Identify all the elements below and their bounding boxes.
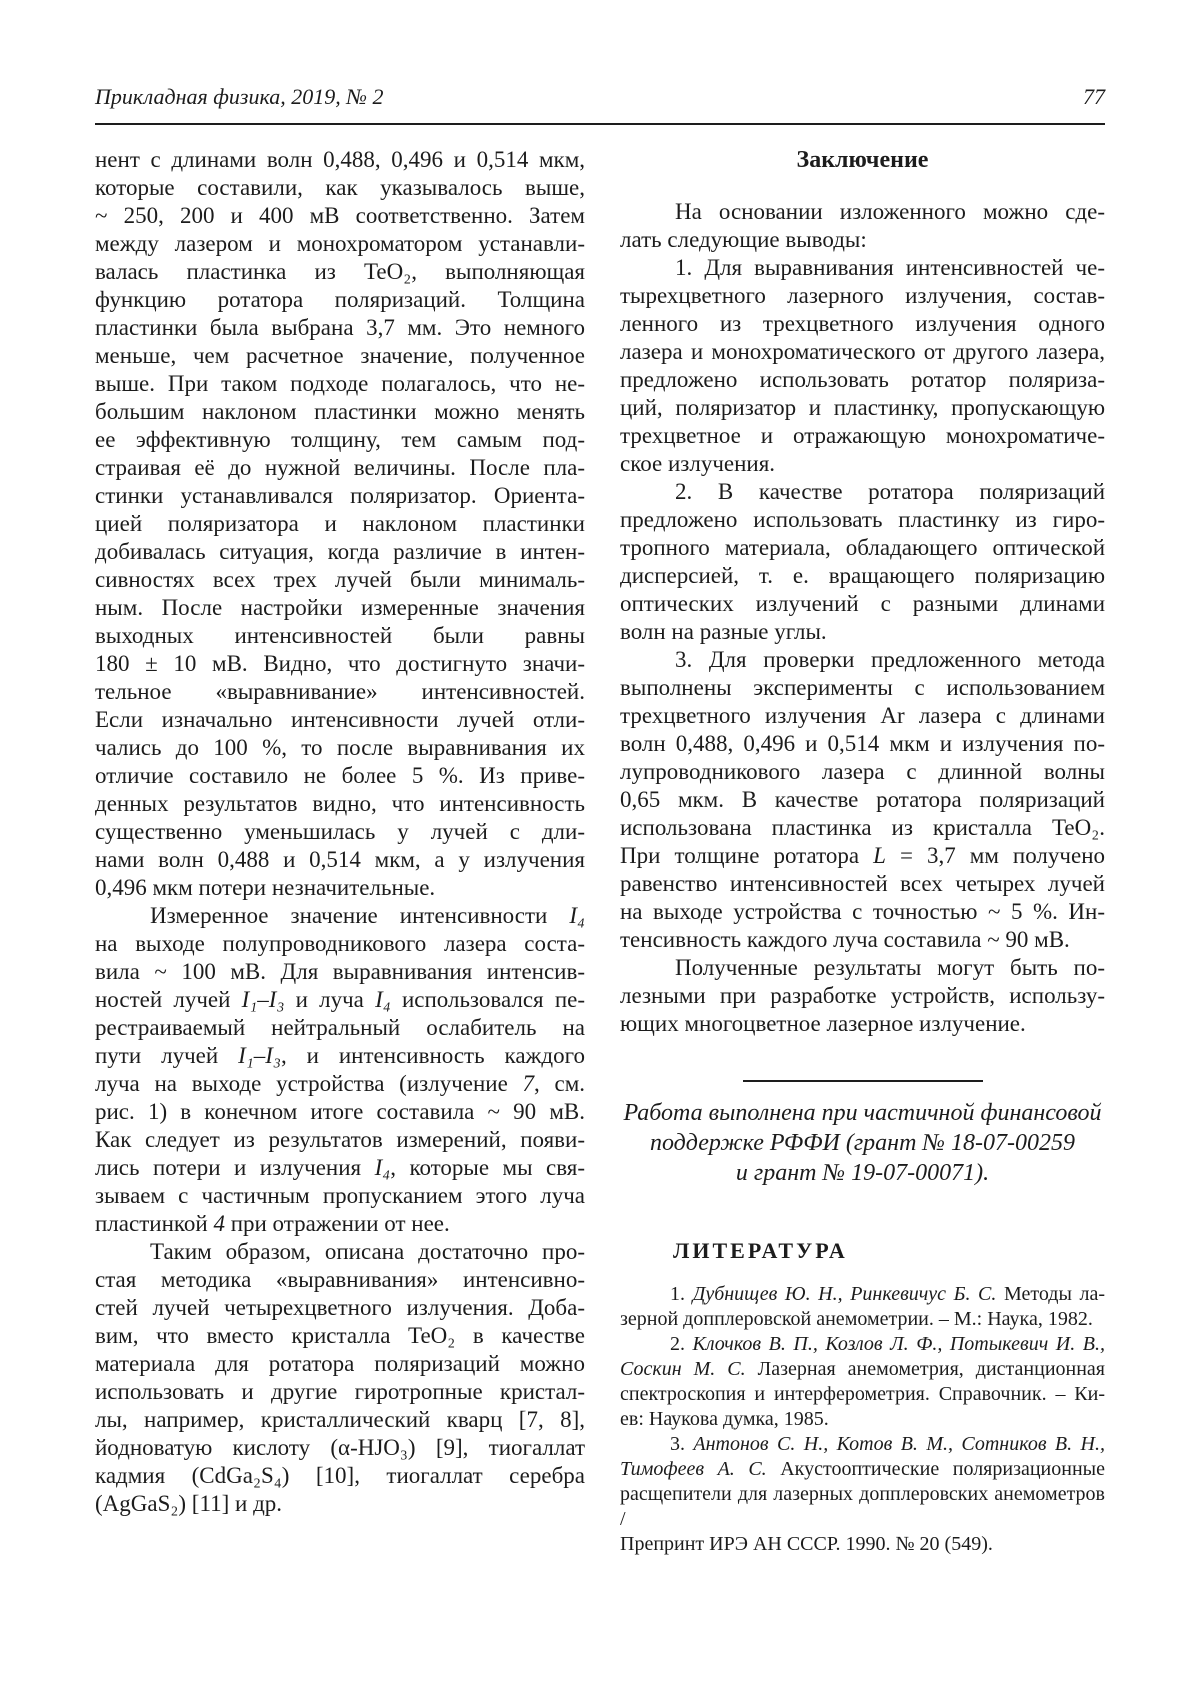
italic-text: Соскин М. С. [620, 1358, 746, 1380]
text-line: добивалась ситуация, когда различие в интен- [95, 539, 585, 564]
paragraph [620, 954, 1105, 1038]
text-line: спектроскопия и интерферометрия. Справочник. – Ки- [620, 1383, 1105, 1405]
text-line: пластинки была выбрана 3,7 мм. Это немного [95, 315, 585, 340]
plain-text: При толщине ротатора [620, 843, 874, 868]
text-line: вила ~ 100 мВ. Для выравнивания интенсив- [95, 959, 585, 984]
header-rule [95, 123, 1105, 125]
plain-text: 1. [670, 1283, 693, 1305]
italic-text: I₄ [569, 903, 585, 928]
literature-heading: ЛИТЕРАТУРА [673, 1238, 848, 1263]
text-line: ев: Наукова думка, 1985. [620, 1408, 829, 1430]
text-line: нами волн 0,488 и 0,514 мкм, а у излучения [95, 847, 585, 872]
paragraph [620, 254, 1105, 478]
text-line [620, 842, 1105, 870]
italic-text: I₁–I₃ [238, 1043, 281, 1068]
plain-text: Методы ла- [996, 1283, 1105, 1305]
text-line: На основании изложенного можно сде- [675, 199, 1105, 224]
text-line: на выходе устройства с точностью ~ 5 %. Ин- [620, 899, 1105, 924]
italic-text: 4 [213, 1211, 225, 1236]
text-line [620, 1332, 1105, 1357]
text-line: выполнены эксперименты с использованием [620, 675, 1105, 700]
paragraph [620, 478, 1105, 646]
funding-note [620, 1098, 1105, 1188]
plain-text: , см. [534, 1071, 585, 1096]
plain-text: , и интенсивность каждого [280, 1043, 585, 1068]
plain-text: 2. [670, 1333, 693, 1355]
text-line: зерной допплеровской анемометрии. – М.: Наука, 1982. [620, 1308, 1093, 1330]
plain-text: лись потери и излучения [95, 1155, 375, 1180]
text-line: 180 ± 10 мВ. Видно, что достигнуто значи- [95, 651, 585, 676]
text-line: нент с длинами волн 0,488, 0,496 и 0,514 мкм, [95, 147, 585, 172]
text-line: Препринт ИРЭ АН СССР. 1990. № 20 (549). [620, 1533, 993, 1555]
text-line: материала для ротатора поляризаций можно [95, 1351, 585, 1376]
text-line: лать следующие выводы: [620, 227, 867, 252]
text-line: оптических излучений с разными длинами [620, 591, 1105, 616]
text-line [95, 1042, 585, 1070]
text-line: валась пластинка из TeO₂, выполняющая [95, 259, 585, 284]
text-line: трехцветное и отражающую монохроматиче- [620, 423, 1105, 448]
text-line [620, 1282, 1105, 1307]
text-line: 1. Для выравнивания интенсивностей че- [675, 255, 1105, 280]
text-line [95, 986, 585, 1014]
plain-text: , которые мы свя- [390, 1155, 585, 1180]
text-line: чались до 100 %, то после выравнивания их [95, 735, 585, 760]
italic-text: I₄ [374, 1155, 391, 1180]
text-line: рестраиваемый нейтральный ослабитель на [95, 1015, 585, 1040]
text-line: равенство интенсивностей всех четырех лучей [620, 871, 1105, 896]
plain-text: пути лучей [95, 1043, 239, 1068]
text-line: Как следует из результатов измерений, появи- [95, 1127, 585, 1152]
text-line: волн 0,488, 0,496 и 0,514 мкм и излучения по- [620, 731, 1105, 756]
text-line: тенсивность каждого луча составила ~ 90 мВ. [620, 927, 1070, 952]
text-line: кадмия (CdGa₂S₄) [10], тиогаллат серебра [95, 1463, 585, 1488]
note-line: и грант № 19-07-00071). [735, 1160, 990, 1186]
text-line: йодноватую кислоту (α-HJO₃) [9], тиогаллат [95, 1435, 585, 1460]
italic-text: I₄ [375, 987, 391, 1012]
italic-text: 7 [522, 1071, 535, 1096]
right-column [620, 146, 1105, 1557]
reference-item [620, 1432, 1105, 1557]
text-line: расщепители для лазерных допплеровских анемометров / [620, 1483, 1105, 1530]
text-line: ным. После настройки измеренные значения [95, 595, 585, 620]
text-line: стая методика «выравнивания» интенсивно- [95, 1267, 585, 1292]
text-line [620, 1457, 1105, 1482]
reference-item [620, 1332, 1105, 1432]
text-line: меньше, чем расчетное значение, полученное [95, 343, 585, 368]
text-line: которые составили, как указывалось выше, [95, 175, 585, 200]
reference-item [620, 1282, 1105, 1332]
plain-text: ностей лучей [95, 987, 242, 1012]
paragraph [95, 902, 585, 1238]
journal-title: Прикладная физика, 2019, № 2 [95, 84, 384, 109]
text-line: предложено использовать пластинку из гиро- [620, 507, 1105, 532]
text-line: тырехцветного лазерного излучения, состав- [620, 283, 1105, 308]
text-line: 0,496 мкм потери незначительные. [95, 875, 436, 900]
italic-text: Антонов С. Н., Котов В. М., Сотников В. Н., [693, 1433, 1105, 1455]
text-line: лы, например, кристаллический кварц [7, 8], [95, 1407, 585, 1432]
text-line: стинки устанавливался поляризатор. Ориента- [95, 483, 585, 508]
text-line: сивностях всех трех лучей были минималь- [95, 567, 585, 592]
text-line: использовать и другие гиротропные кристал- [95, 1379, 585, 1404]
two-column-layout [95, 146, 1105, 1557]
text-line: волн на разные углы. [620, 619, 827, 644]
plain-text: пластинкой [95, 1211, 214, 1236]
text-line: на выходе полупроводникового лазера соста- [95, 931, 585, 956]
text-line: дисперсией, т. е. вращающего поляризацию [620, 563, 1105, 588]
plain-text: и луча [284, 987, 376, 1012]
text-line: 3. Для проверки предложенного метода [675, 647, 1105, 672]
text-line: Полученные результаты могут быть по- [675, 955, 1105, 980]
page-header [95, 84, 1105, 110]
text-line: рис. 1) в конечном итоге составила ~ 90 мВ. [95, 1099, 585, 1124]
text-line: лупроводникового лазера с длинной волны [620, 759, 1105, 784]
text-line: вим, что вместо кристалла TeO₂ в качестве [95, 1323, 585, 1348]
text-line: трехцветного излучения Ar лазера с длинами [620, 703, 1105, 728]
page-number: 77 [1083, 84, 1105, 109]
text-line: цией поляризатора и наклоном пластинки [95, 511, 585, 536]
text-line: денных результатов видно, что интенсивность [95, 791, 585, 816]
text-line: тельное «выравнивание» интенсивностей. [95, 679, 585, 704]
text-line: зываем с частичным пропусканием этого луча [95, 1183, 585, 1208]
paragraph [620, 198, 1105, 254]
paragraph [620, 646, 1105, 954]
paragraph [95, 1238, 585, 1518]
text-line: Таким образом, описана достаточно про- [150, 1239, 585, 1264]
text-line: большим наклоном пластинки можно менять [95, 399, 585, 424]
text-line: использована пластинка из кристалла TeO₂. [620, 815, 1105, 840]
plain-text: Акустооптические поляризационные [766, 1458, 1105, 1480]
text-line: лазера и монохроматического от другого лазера, [620, 339, 1105, 364]
text-line: 2. В качестве ротатора поляризаций [675, 479, 1105, 504]
text-line: выше. При таком подходе полагалось, что не- [95, 371, 585, 396]
text-line [95, 902, 585, 930]
text-line: отличие составило не более 5 %. Из приве- [95, 763, 585, 788]
text-line: тропного материала, обладающего оптической [620, 535, 1105, 560]
text-line: лезными при разработке устройств, использу- [620, 983, 1105, 1008]
text-line [95, 1210, 585, 1238]
text-line: 0,65 мкм. В качестве ротатора поляризаций [620, 787, 1105, 812]
text-line [95, 1154, 585, 1182]
italic-text: L [873, 843, 886, 868]
text-line: ющих многоцветное лазерное излучение. [620, 1011, 1026, 1036]
text-line: стей лучей четырехцветного излучения. Доба- [95, 1295, 585, 1320]
italic-text: I₁–I₃ [241, 987, 285, 1012]
note-line: поддержке РФФИ (грант № 18-07-00259 [649, 1130, 1076, 1156]
plain-text: луча на выходе устройства (излучение [95, 1071, 523, 1096]
text-line: между лазером и монохроматором устанавли- [95, 231, 585, 256]
text-line: ций, поляризатор и пластинку, пропускающую [620, 395, 1105, 420]
plain-text: Измеренное значение интенсивности [150, 903, 570, 928]
plain-text: при отражении от нее. [224, 1211, 450, 1236]
text-line: функцию ротатора поляризаций. Толщина [95, 287, 585, 312]
section-heading: Заключение [796, 147, 929, 173]
left-column [95, 146, 585, 1557]
plain-text: Лазерная анемометрия, дистанционная [745, 1358, 1105, 1380]
plain-text: 3. [670, 1433, 694, 1455]
text-line: (AgGaS₂) [11] и др. [95, 1491, 283, 1516]
separator-rule [743, 1080, 983, 1082]
text-line: существенно уменьшилась у лучей с дли- [95, 819, 585, 844]
text-line: страивая её до нужной величины. После пла- [95, 455, 585, 480]
text-line: ленного из трехцветного излучения одного [620, 311, 1105, 336]
text-line: ~ 250, 200 и 400 мВ соответственно. Затем [95, 203, 585, 228]
text-line: выходных интенсивностей были равны [95, 623, 585, 648]
note-line: Работа выполнена при частичной финансовой [623, 1100, 1102, 1126]
text-line [95, 1070, 585, 1098]
italic-text: Тимофеев А. С. [620, 1458, 767, 1480]
text-line: предложено использовать ротатор поляриза- [620, 367, 1105, 392]
plain-text: = 3,7 мм получено [885, 843, 1105, 868]
paragraph [95, 146, 585, 902]
text-line [620, 1357, 1105, 1382]
text-line: ее эффективную толщину, тем самым под- [95, 427, 585, 452]
plain-text: использовался пе- [390, 987, 585, 1012]
text-line: Если изначально интенсивности лучей отли- [95, 707, 585, 732]
italic-text: Дубнищев Ю. Н., Ринкевичус Б. С. [692, 1283, 997, 1305]
text-line [620, 1432, 1105, 1457]
italic-text: Клочков В. П., Козлов Л. Ф., Потыкевич И. В., [692, 1333, 1105, 1355]
text-line: ское излучения. [620, 451, 776, 476]
